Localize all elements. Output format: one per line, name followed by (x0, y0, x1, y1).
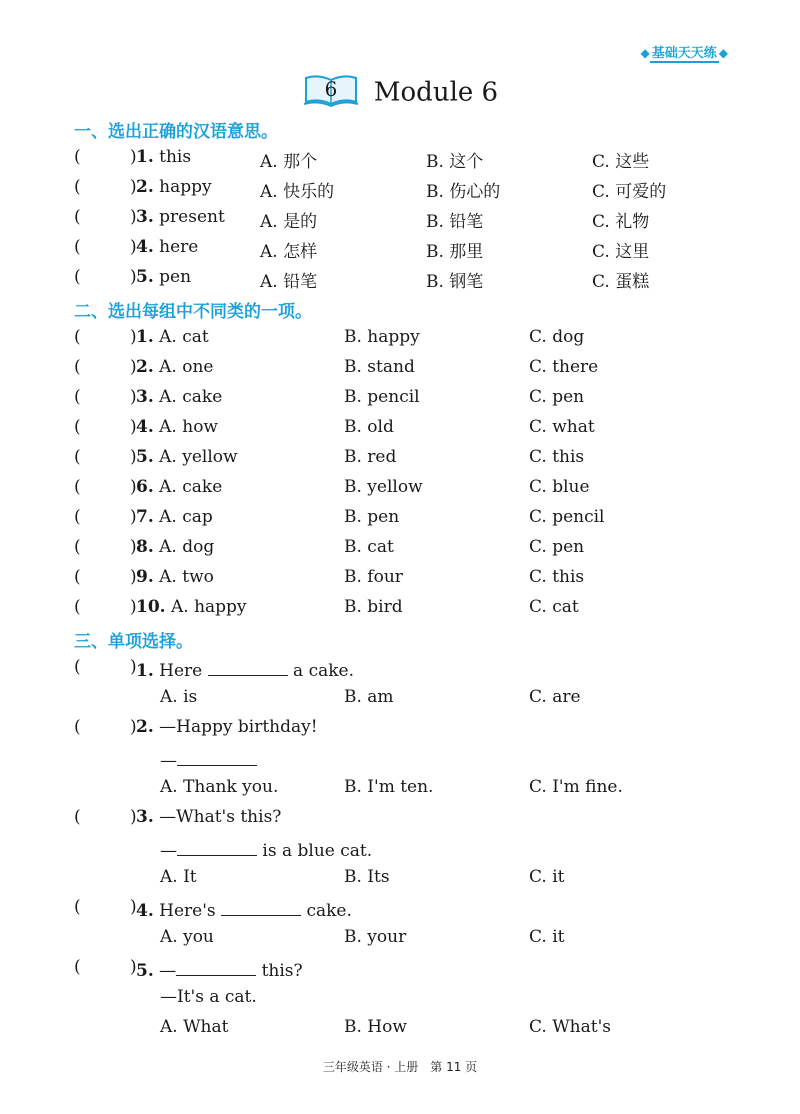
option-a[interactable]: A. What (160, 1017, 229, 1037)
option-b[interactable]: B. pencil (344, 387, 420, 407)
answer-blank[interactable] (177, 837, 257, 856)
option-c[interactable]: C. what (529, 417, 595, 437)
option-b[interactable]: B. 钢笔 (426, 272, 484, 292)
option-a[interactable]: A. one (159, 357, 214, 377)
option-c[interactable]: C. What's (529, 1017, 611, 1037)
option-a[interactable]: A. cake (159, 387, 223, 407)
option-b[interactable]: B. 伤心的 (426, 182, 501, 202)
question-number: 7. (136, 507, 154, 527)
option-a[interactable]: A. yellow (159, 447, 238, 467)
answer-paren-close: ) (130, 387, 137, 407)
option-b[interactable]: B. 这个 (426, 152, 484, 172)
question-item (136, 537, 214, 557)
question-text: —It's a cat. (160, 987, 257, 1007)
option-a[interactable]: A. 是的 (260, 212, 318, 232)
question-item (136, 237, 198, 257)
option-c[interactable]: C. pencil (529, 507, 605, 527)
option-c[interactable]: C. 礼物 (592, 212, 650, 232)
option-a[interactable]: A. how (159, 417, 218, 437)
option-a[interactable]: A. 那个 (260, 152, 318, 172)
question-item (136, 207, 225, 227)
answer-blank[interactable] (176, 957, 256, 976)
section-heading-1: 一、选出正确的汉语意思。 (74, 122, 278, 142)
question-number: 5. (136, 267, 154, 287)
question-word: here (159, 237, 199, 257)
answer-paren-close: ) (130, 807, 137, 827)
answer-paren-open[interactable]: ( (74, 957, 81, 977)
question-word: this (159, 147, 192, 167)
question-item (136, 357, 214, 377)
question-word: happy (159, 177, 212, 197)
answer-paren-open[interactable]: ( (74, 807, 81, 827)
option-b[interactable]: B. I'm ten. (344, 777, 434, 797)
option-b[interactable]: B. 铅笔 (426, 212, 484, 232)
answer-paren-close: ) (130, 897, 137, 917)
answer-paren-close: ) (130, 597, 137, 617)
answer-paren-open[interactable]: ( (74, 537, 81, 557)
option-a[interactable]: A. happy (170, 597, 247, 617)
answer-paren-close: ) (130, 447, 137, 467)
option-a[interactable]: A. dog (159, 537, 215, 557)
question-item (136, 447, 238, 467)
option-b[interactable]: B. Its (344, 867, 390, 887)
diamond-icon: ◆ (718, 46, 728, 60)
option-a[interactable]: A. cat (159, 327, 209, 347)
question-number: 2. (136, 717, 154, 737)
question-number: 10. (136, 597, 166, 617)
answer-paren-close: ) (130, 267, 137, 287)
question-number: 4. (136, 901, 154, 921)
question-item (136, 597, 247, 617)
question-item (136, 147, 191, 167)
answer-paren-close: ) (130, 657, 137, 677)
question-number: 2. (136, 357, 154, 377)
question-text: a cake. (293, 661, 355, 681)
option-a[interactable]: A. It (160, 867, 197, 887)
dash: — (159, 961, 177, 981)
section-heading-3: 三、单项选择。 (74, 632, 193, 652)
option-c[interactable]: C. are (529, 687, 581, 707)
option-c[interactable]: C. pen (529, 537, 585, 557)
question-number: 3. (136, 387, 154, 407)
question-number: 1. (136, 327, 154, 347)
answer-paren-close: ) (130, 567, 137, 587)
answer-paren-open[interactable]: ( (74, 147, 81, 167)
answer-paren-open[interactable]: ( (74, 897, 81, 917)
option-a[interactable]: A. Thank you. (160, 777, 279, 797)
option-a[interactable]: A. cap (159, 507, 213, 527)
answer-paren-open[interactable]: ( (74, 417, 81, 437)
question-item (136, 477, 222, 497)
option-a[interactable]: A. you (160, 927, 214, 947)
answer-paren-close: ) (130, 357, 137, 377)
question-word: present (159, 207, 225, 227)
option-a[interactable]: A. two (159, 567, 214, 587)
option-b[interactable]: B. pen (344, 507, 400, 527)
option-a[interactable]: A. is (160, 687, 198, 707)
page-title (0, 70, 800, 115)
module-number: 6 (324, 77, 338, 101)
answer-paren-close: ) (130, 177, 137, 197)
option-b[interactable]: B. cat (344, 537, 394, 557)
question-number: 1. (136, 147, 154, 167)
option-c[interactable]: C. it (529, 927, 565, 947)
question-number: 4. (136, 237, 154, 257)
option-b[interactable]: B. am (344, 687, 394, 707)
question-number: 1. (136, 661, 154, 681)
option-c[interactable]: C. cat (529, 597, 579, 617)
option-b[interactable]: B. happy (344, 327, 420, 347)
answer-paren-open[interactable]: ( (74, 387, 81, 407)
answer-paren-close: ) (130, 237, 137, 257)
answer-paren-open[interactable]: ( (74, 327, 81, 347)
question-text: this? (261, 961, 303, 981)
option-a[interactable]: A. cake (159, 477, 223, 497)
question-number: 9. (136, 567, 154, 587)
answer-paren-open[interactable]: ( (74, 597, 81, 617)
answer-paren-open[interactable]: ( (74, 237, 81, 257)
question-text: Here (159, 661, 203, 681)
answer-paren-close: ) (130, 957, 137, 977)
page-footer: 三年级英语 · 上册 第 11 页 (322, 1060, 478, 1074)
answer-paren-open[interactable]: ( (74, 267, 81, 287)
answer-paren-open[interactable]: ( (74, 657, 81, 677)
option-b[interactable]: B. 那里 (426, 242, 484, 262)
dash: — (160, 841, 177, 861)
option-c[interactable]: C. this (529, 567, 585, 587)
section-heading-2: 二、选出每组中不同类的一项。 (74, 302, 312, 322)
option-b[interactable]: B. your (344, 927, 407, 947)
answer-paren-open[interactable]: ( (74, 447, 81, 467)
option-c[interactable]: C. blue (529, 477, 590, 497)
option-c[interactable]: C. pen (529, 387, 585, 407)
option-c[interactable]: C. dog (529, 327, 585, 347)
option-c[interactable]: C. I'm fine. (529, 777, 623, 797)
question-number: 6. (136, 477, 154, 497)
option-c[interactable]: C. there (529, 357, 599, 377)
answer-paren-close: ) (130, 417, 137, 437)
question-text: is a blue cat. (262, 841, 373, 861)
answer-paren-close: ) (130, 717, 137, 737)
question-text: Here's (159, 901, 216, 921)
answer-paren-close: ) (130, 327, 137, 347)
question-word: pen (159, 267, 192, 287)
option-b[interactable]: B. yellow (344, 477, 423, 497)
answer-blank[interactable] (177, 747, 257, 766)
question-number: 3. (136, 807, 154, 827)
question-number: 5. (136, 961, 154, 981)
question-number: 4. (136, 417, 154, 437)
question-number: 2. (136, 177, 154, 197)
book-icon (302, 70, 360, 115)
answer-paren-open[interactable]: ( (74, 477, 81, 497)
answer-paren-open[interactable]: ( (74, 207, 81, 227)
answer-paren-close: ) (130, 207, 137, 227)
question-text: cake. (306, 901, 352, 921)
option-c[interactable]: C. 这些 (592, 152, 650, 172)
answer-paren-close: ) (130, 507, 137, 527)
badge-text: 基础天天练 (651, 46, 717, 61)
question-item (136, 177, 212, 197)
module-title: Module 6 (373, 77, 499, 108)
question-item (136, 387, 222, 407)
option-b[interactable]: B. How (344, 1017, 407, 1037)
answer-blank[interactable] (221, 897, 301, 916)
question-item (136, 327, 209, 347)
question-item (136, 507, 213, 527)
answer-paren-open[interactable]: ( (74, 507, 81, 527)
answer-blank[interactable] (208, 657, 288, 676)
answer-paren-close: ) (130, 147, 137, 167)
question-text: —What's this? (159, 807, 282, 827)
dash: — (160, 751, 177, 771)
question-number: 3. (136, 207, 154, 227)
option-b[interactable]: B. four (344, 567, 403, 587)
option-a[interactable]: A. 快乐的 (260, 182, 335, 202)
answer-paren-close: ) (130, 477, 137, 497)
option-b[interactable]: B. bird (344, 597, 403, 617)
question-text: —Happy birthday! (159, 717, 318, 737)
question-item (136, 567, 214, 587)
question-item (136, 267, 191, 287)
option-c[interactable]: C. this (529, 447, 585, 467)
answer-paren-close: ) (130, 537, 137, 557)
option-b[interactable]: B. old (344, 417, 394, 437)
option-c[interactable]: C. it (529, 867, 565, 887)
option-a[interactable]: A. 怎样 (260, 242, 318, 262)
option-b[interactable]: B. stand (344, 357, 415, 377)
question-number: 8. (136, 537, 154, 557)
option-a[interactable]: A. 铅笔 (260, 272, 318, 292)
option-b[interactable]: B. red (344, 447, 397, 467)
option-c[interactable]: C. 这里 (592, 242, 650, 262)
option-c[interactable]: C. 蛋糕 (592, 272, 650, 292)
answer-paren-open[interactable]: ( (74, 357, 81, 377)
question-item (136, 417, 218, 437)
answer-paren-open[interactable]: ( (74, 717, 81, 737)
section-badge (641, 42, 728, 61)
answer-paren-open[interactable]: ( (74, 567, 81, 587)
option-c[interactable]: C. 可爱的 (592, 182, 667, 202)
diamond-icon: ◆ (640, 46, 650, 60)
answer-paren-open[interactable]: ( (74, 177, 81, 197)
question-number: 5. (136, 447, 154, 467)
